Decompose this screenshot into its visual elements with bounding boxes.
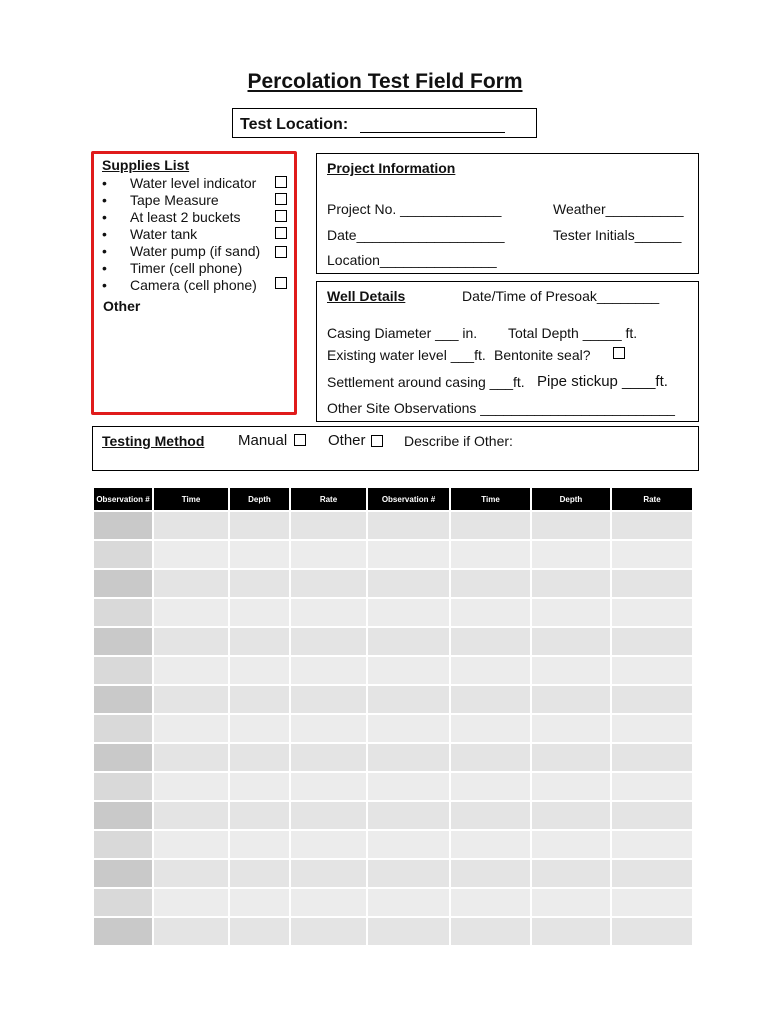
supply-item: • Water pump (if sand): [102, 243, 261, 259]
header-rate: Rate: [291, 488, 366, 510]
table-cell[interactable]: [94, 541, 152, 568]
table-cell[interactable]: [451, 744, 530, 771]
tester-initials-field[interactable]: Tester Initials______: [553, 227, 682, 243]
table-cell[interactable]: [532, 715, 610, 742]
table-cell[interactable]: [451, 512, 530, 539]
table-cell[interactable]: [612, 657, 692, 684]
table-cell[interactable]: [291, 831, 366, 858]
table-cell[interactable]: [612, 541, 692, 568]
table-cell[interactable]: [368, 860, 449, 887]
table-row: [94, 570, 692, 597]
table-cell[interactable]: [451, 802, 530, 829]
table-cell[interactable]: [612, 628, 692, 655]
settlement-field[interactable]: Settlement around casing ___ft.: [327, 374, 525, 390]
table-cell[interactable]: [291, 512, 366, 539]
table-cell[interactable]: [451, 889, 530, 916]
table-cell[interactable]: [612, 570, 692, 597]
location-field[interactable]: Location_______________: [327, 252, 497, 268]
table-cell[interactable]: [230, 802, 289, 829]
table-cell[interactable]: [532, 860, 610, 887]
other-site-observations-field[interactable]: Other Site Observations _________________________: [327, 400, 675, 416]
table-cell[interactable]: [230, 657, 289, 684]
table-cell[interactable]: [291, 918, 366, 945]
table-cell[interactable]: [230, 686, 289, 713]
supply-checkbox-camera[interactable]: [275, 277, 287, 289]
table-cell[interactable]: [94, 512, 152, 539]
table-cell[interactable]: [230, 512, 289, 539]
table-cell[interactable]: [154, 831, 228, 858]
table-cell[interactable]: [532, 541, 610, 568]
table-cell[interactable]: [154, 918, 228, 945]
bentonite-seal-label: Bentonite seal?: [494, 347, 591, 363]
table-cell[interactable]: [451, 715, 530, 742]
table-cell[interactable]: [368, 715, 449, 742]
presoak-field[interactable]: Date/Time of Presoak________: [462, 288, 660, 304]
table-row: [94, 541, 692, 568]
table-cell[interactable]: [532, 831, 610, 858]
table-cell[interactable]: [230, 744, 289, 771]
table-cell[interactable]: [368, 802, 449, 829]
table-cell[interactable]: [532, 918, 610, 945]
supply-checkbox-water-tank[interactable]: [275, 227, 287, 239]
table-cell[interactable]: [368, 657, 449, 684]
table-cell[interactable]: [291, 657, 366, 684]
table-row: [94, 599, 692, 626]
supply-checkbox-water-level[interactable]: [275, 176, 287, 188]
supply-item: • Camera (cell phone): [102, 277, 257, 293]
table-row: [94, 686, 692, 713]
table-row: [94, 918, 692, 945]
table-cell[interactable]: [154, 744, 228, 771]
table-cell[interactable]: [154, 657, 228, 684]
table-cell[interactable]: [368, 744, 449, 771]
header-time: Time: [154, 488, 228, 510]
table-cell[interactable]: [532, 570, 610, 597]
table-cell[interactable]: [612, 802, 692, 829]
table-cell[interactable]: [532, 657, 610, 684]
table-cell[interactable]: [291, 541, 366, 568]
table-cell[interactable]: [451, 831, 530, 858]
table-cell[interactable]: [230, 541, 289, 568]
supply-item: • Tape Measure: [102, 192, 219, 208]
table-cell[interactable]: [368, 831, 449, 858]
table-cell[interactable]: [154, 860, 228, 887]
supply-checkbox-buckets[interactable]: [275, 210, 287, 222]
well-details-title: Well Details: [327, 288, 406, 304]
table-cell[interactable]: [532, 628, 610, 655]
table-cell[interactable]: [94, 686, 152, 713]
table-row: [94, 512, 692, 539]
table-cell[interactable]: [451, 657, 530, 684]
table-cell[interactable]: [368, 599, 449, 626]
table-cell[interactable]: [291, 599, 366, 626]
manual-checkbox[interactable]: [294, 434, 306, 446]
weather-field[interactable]: Weather__________: [553, 201, 684, 217]
table-cell[interactable]: [368, 686, 449, 713]
supply-item: • At least 2 buckets: [102, 209, 241, 225]
table-row: [94, 628, 692, 655]
supplies-list-title: Supplies List: [102, 157, 190, 173]
supply-item: • Timer (cell phone): [102, 260, 243, 276]
table-cell[interactable]: [612, 715, 692, 742]
table-cell[interactable]: [612, 860, 692, 887]
table-cell[interactable]: [291, 570, 366, 597]
form-title: Percolation Test Field Form: [247, 70, 523, 93]
table-cell[interactable]: [532, 744, 610, 771]
table-cell[interactable]: [451, 570, 530, 597]
table-cell[interactable]: [451, 773, 530, 800]
table-cell[interactable]: [451, 686, 530, 713]
header-time: Time: [451, 488, 530, 510]
table-cell[interactable]: [291, 860, 366, 887]
table-cell[interactable]: [532, 802, 610, 829]
table-row: [94, 773, 692, 800]
table-cell[interactable]: [451, 860, 530, 887]
test-location-input-line[interactable]: [360, 132, 505, 133]
table-cell[interactable]: [154, 773, 228, 800]
supply-item: • Water tank: [102, 226, 198, 242]
table-cell[interactable]: [94, 918, 152, 945]
existing-water-level-field[interactable]: Existing water level ___ft.: [327, 347, 486, 363]
table-cell[interactable]: [154, 541, 228, 568]
supply-item: • Water level indicator: [102, 175, 257, 191]
table-cell[interactable]: [612, 512, 692, 539]
table-cell[interactable]: [94, 657, 152, 684]
table-cell[interactable]: [291, 773, 366, 800]
table-cell[interactable]: [154, 512, 228, 539]
table-cell[interactable]: [230, 831, 289, 858]
table-cell[interactable]: [451, 918, 530, 945]
table-cell[interactable]: [94, 570, 152, 597]
table-cell[interactable]: [94, 802, 152, 829]
table-cell[interactable]: [230, 773, 289, 800]
table-cell[interactable]: [368, 918, 449, 945]
observation-table: [92, 486, 694, 947]
table-cell[interactable]: [291, 889, 366, 916]
table-row: [94, 657, 692, 684]
table-cell[interactable]: [230, 599, 289, 626]
table-row: [94, 860, 692, 887]
table-row: [94, 889, 692, 916]
header-depth: Depth: [230, 488, 289, 510]
bentonite-seal-checkbox[interactable]: [613, 347, 625, 359]
table-cell[interactable]: [154, 686, 228, 713]
table-cell[interactable]: [612, 744, 692, 771]
table-cell[interactable]: [451, 599, 530, 626]
project-information-title: Project Information: [327, 160, 456, 176]
table-cell[interactable]: [451, 541, 530, 568]
table-cell[interactable]: [154, 715, 228, 742]
table-cell[interactable]: [94, 773, 152, 800]
table-cell[interactable]: [368, 541, 449, 568]
project-no-field[interactable]: Project No. _____________: [327, 201, 502, 217]
date-field[interactable]: Date___________________: [327, 227, 505, 243]
table-cell[interactable]: [291, 715, 366, 742]
table-row: [94, 802, 692, 829]
table-cell[interactable]: [532, 889, 610, 916]
table-cell[interactable]: [368, 628, 449, 655]
table-cell[interactable]: [154, 570, 228, 597]
table-cell[interactable]: [291, 686, 366, 713]
describe-other-label: Describe if Other:: [404, 433, 513, 449]
table-cell[interactable]: [451, 628, 530, 655]
header-rate: Rate: [612, 488, 692, 510]
table-cell[interactable]: [154, 802, 228, 829]
manual-label: Manual: [238, 432, 288, 449]
other-method-label: Other: [328, 432, 366, 449]
table-cell[interactable]: [154, 628, 228, 655]
test-location-label: Test Location:: [240, 116, 349, 133]
table-cell[interactable]: [291, 628, 366, 655]
table-cell[interactable]: [94, 744, 152, 771]
table-cell[interactable]: [368, 889, 449, 916]
table-cell[interactable]: [612, 599, 692, 626]
supply-checkbox-water-pump[interactable]: [275, 246, 287, 258]
table-row: [94, 744, 692, 771]
table-cell[interactable]: [368, 773, 449, 800]
observation-table-body: [94, 512, 692, 945]
table-cell[interactable]: [230, 889, 289, 916]
table-cell[interactable]: [368, 512, 449, 539]
table-cell[interactable]: [230, 715, 289, 742]
table-cell[interactable]: [94, 628, 152, 655]
header-depth: Depth: [532, 488, 610, 510]
table-cell[interactable]: [532, 773, 610, 800]
pipe-stickup-field[interactable]: Pipe stickup ____ft.: [537, 373, 668, 390]
casing-diameter-field[interactable]: Casing Diameter ___ in.: [327, 325, 478, 341]
table-cell[interactable]: [612, 889, 692, 916]
table-cell[interactable]: [612, 831, 692, 858]
table-cell[interactable]: [94, 715, 152, 742]
table-cell[interactable]: [612, 918, 692, 945]
other-method-checkbox[interactable]: [371, 435, 383, 447]
table-row: [94, 831, 692, 858]
table-cell[interactable]: [368, 570, 449, 597]
table-cell[interactable]: [291, 744, 366, 771]
header-observation: Observation #: [368, 488, 449, 510]
table-cell[interactable]: [532, 599, 610, 626]
table-cell[interactable]: [612, 686, 692, 713]
table-cell[interactable]: [291, 802, 366, 829]
table-cell[interactable]: [154, 599, 228, 626]
table-cell[interactable]: [154, 889, 228, 916]
supply-checkbox-tape-measure[interactable]: [275, 193, 287, 205]
table-cell[interactable]: [94, 831, 152, 858]
header-observation: Observation #: [94, 488, 152, 510]
table-cell[interactable]: [94, 889, 152, 916]
total-depth-field[interactable]: Total Depth _____ ft.: [508, 325, 638, 341]
table-cell[interactable]: [230, 918, 289, 945]
table-cell[interactable]: [230, 860, 289, 887]
table-cell[interactable]: [532, 512, 610, 539]
supplies-other-label: Other: [103, 298, 141, 314]
table-cell[interactable]: [532, 686, 610, 713]
table-cell[interactable]: [230, 628, 289, 655]
table-cell[interactable]: [230, 570, 289, 597]
table-cell[interactable]: [94, 599, 152, 626]
table-row: [94, 715, 692, 742]
table-cell[interactable]: [612, 773, 692, 800]
testing-method-title: Testing Method: [102, 433, 205, 449]
table-cell[interactable]: [94, 860, 152, 887]
